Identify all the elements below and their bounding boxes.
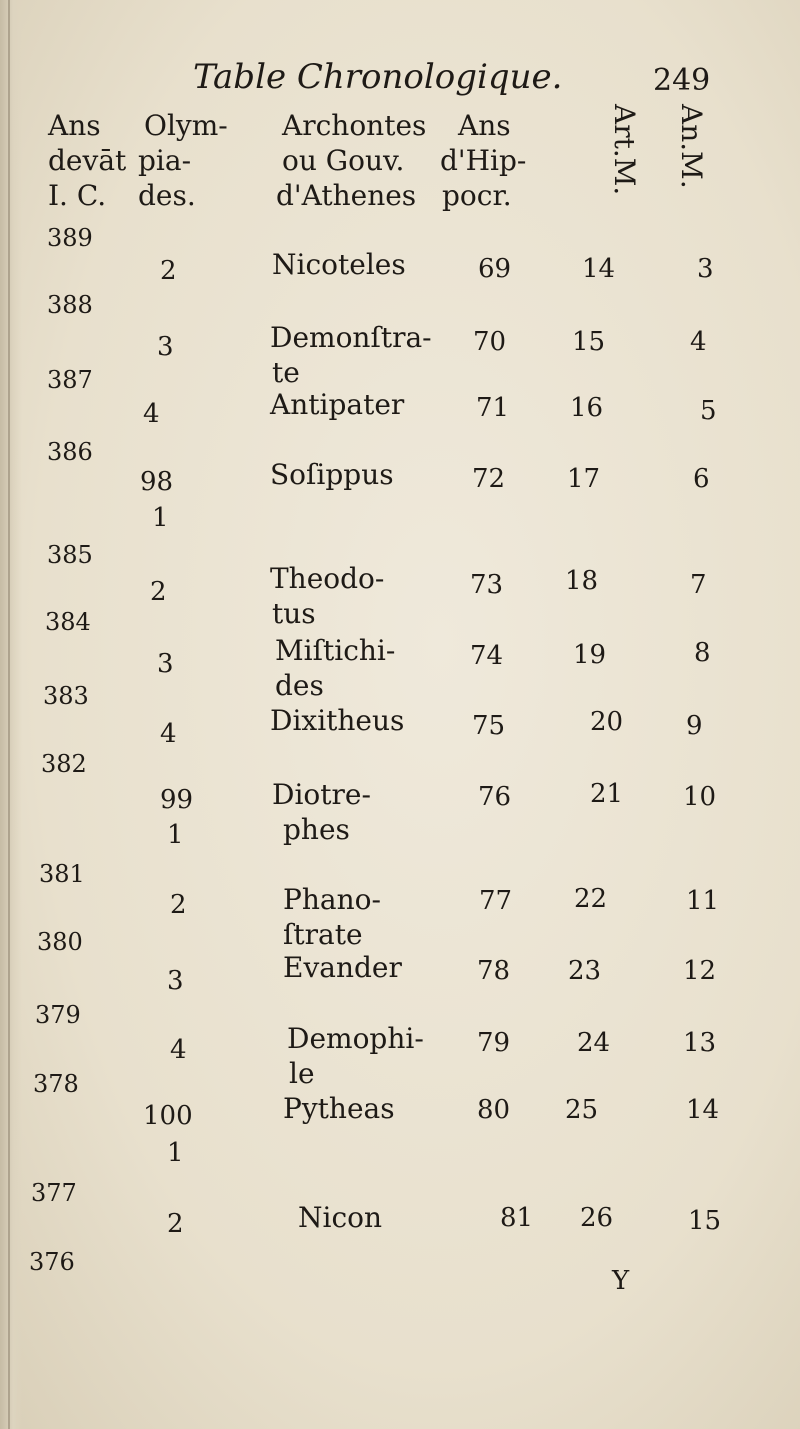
an-m-value: 10: [683, 782, 717, 812]
header-ans-hippocr-line2: d'Hip-: [440, 144, 527, 177]
year-388: 388: [47, 291, 93, 319]
olympiad: 98: [140, 467, 174, 497]
archon-name-cont: tus: [272, 597, 316, 630]
an-m-value: 9: [686, 711, 703, 741]
year-384: 384: [45, 608, 91, 636]
art-m-value: 16: [570, 393, 604, 423]
art-m-value: 26: [580, 1203, 614, 1233]
hippocr-year: 73: [470, 570, 504, 600]
archon-name: Demonſtra-: [270, 321, 432, 354]
olympiad: 100: [143, 1101, 193, 1131]
archon-name: Antipater: [270, 388, 405, 421]
art-m-value: 18: [565, 566, 599, 596]
olympiad: 3: [167, 966, 184, 996]
art-m-value: 20: [590, 707, 624, 737]
olympiad: 4: [160, 719, 177, 749]
art-m-value: 23: [568, 956, 602, 986]
archon-name-cont: te: [272, 356, 300, 389]
archon-name: Theodo-: [270, 562, 385, 595]
an-m-value: 13: [683, 1028, 717, 1058]
an-m-value: 7: [690, 570, 707, 600]
header-olympiades-line1: Olym-: [144, 109, 228, 142]
header-olympiades-line3: des.: [138, 179, 196, 212]
header-olympiades-line2: pia-: [138, 144, 192, 177]
an-m-value: 4: [690, 327, 707, 357]
archon-name-cont: ſtrate: [283, 918, 363, 951]
page-title: Table Chronologique.: [193, 57, 563, 97]
year-377: 377: [31, 1179, 77, 1207]
olympiad: 2: [167, 1209, 184, 1239]
header-ans-devant-line2: devāt: [48, 144, 127, 177]
olympiad: 3: [157, 649, 174, 679]
year-381: 381: [39, 860, 85, 888]
hippocr-year: 75: [472, 711, 506, 741]
hippocr-year: 69: [478, 254, 512, 284]
olympiad: 99: [160, 785, 194, 815]
art-m-value: 24: [577, 1028, 611, 1058]
page-number: 249: [653, 63, 711, 98]
an-m-value: 11: [686, 886, 720, 916]
year-385: 385: [47, 541, 93, 569]
year-380: 380: [37, 928, 83, 956]
hippocr-year: 77: [479, 886, 513, 916]
hippocr-year: 80: [477, 1095, 511, 1125]
archon-name-cont: phes: [283, 813, 350, 846]
archon-name: Diotre-: [272, 778, 371, 811]
archon-name: Soſippus: [270, 458, 394, 491]
hippocr-year: 76: [478, 782, 512, 812]
art-m-value: 21: [590, 779, 624, 809]
year-382: 382: [41, 750, 87, 778]
an-m-value: 15: [688, 1206, 722, 1236]
hippocr-year: 78: [477, 956, 511, 986]
archon-name: Nicon: [298, 1201, 383, 1234]
header-ans-devant-line3: I. C.: [48, 179, 107, 212]
page-gutter: [0, 0, 22, 1429]
hippocr-year: 71: [476, 393, 510, 423]
archon-name: Pytheas: [283, 1092, 395, 1125]
olympiad-cont: 1: [167, 820, 184, 850]
year-383: 383: [43, 682, 89, 710]
year-389: 389: [47, 224, 93, 252]
an-m-value: 5: [700, 396, 717, 426]
archon-name: Phano-: [283, 883, 381, 916]
header-archontes-line3: d'Athenes: [276, 179, 417, 212]
olympiad: 3: [157, 332, 174, 362]
olympiad: 4: [143, 399, 160, 429]
art-m-value: 25: [565, 1095, 599, 1125]
hippocr-year: 70: [473, 327, 507, 357]
art-m-value: 19: [573, 640, 607, 670]
olympiad: 2: [160, 256, 177, 286]
olympiad-cont: 1: [152, 503, 169, 533]
olympiad: 2: [170, 890, 187, 920]
olympiad: 4: [170, 1035, 187, 1065]
archon-name: Evander: [283, 951, 402, 984]
olympiad: 2: [150, 577, 167, 607]
hippocr-year: 72: [472, 464, 506, 494]
art-m-value: 17: [567, 464, 601, 494]
hippocr-year: 79: [477, 1028, 511, 1058]
year-378: 378: [33, 1070, 79, 1098]
archon-name: Miſtichi-: [275, 634, 396, 667]
archon-name: Nicoteles: [272, 248, 406, 281]
archon-name-cont: le: [289, 1057, 315, 1090]
header-an-m: An.M.: [675, 104, 708, 189]
header-ans-hippocr-line3: pocr.: [442, 179, 512, 212]
hippocr-year: 81: [500, 1203, 534, 1233]
signature-mark: Y: [612, 1266, 630, 1296]
year-387: 387: [47, 366, 93, 394]
header-ans-hippocr-line1: Ans: [458, 109, 511, 142]
header-art-m: Art.M.: [608, 104, 641, 196]
art-m-value: 14: [582, 254, 616, 284]
an-m-value: 3: [697, 254, 714, 284]
header-archontes-line2: ou Gouv.: [282, 144, 405, 177]
an-m-value: 14: [686, 1095, 720, 1125]
archon-name-cont: des: [275, 669, 324, 702]
header-archontes-line1: Archontes: [282, 109, 427, 142]
archon-name: Dixitheus: [270, 704, 405, 737]
archon-name: Demophi-: [287, 1022, 424, 1055]
art-m-value: 15: [572, 327, 606, 357]
olympiad-cont: 1: [167, 1138, 184, 1168]
year-376: 376: [29, 1248, 75, 1276]
an-m-value: 6: [693, 464, 710, 494]
hippocr-year: 74: [470, 641, 504, 671]
art-m-value: 22: [574, 884, 608, 914]
an-m-value: 8: [694, 638, 711, 668]
year-379: 379: [35, 1001, 81, 1029]
year-386: 386: [47, 438, 93, 466]
header-ans-devant-line1: Ans: [48, 109, 101, 142]
an-m-value: 12: [683, 956, 717, 986]
